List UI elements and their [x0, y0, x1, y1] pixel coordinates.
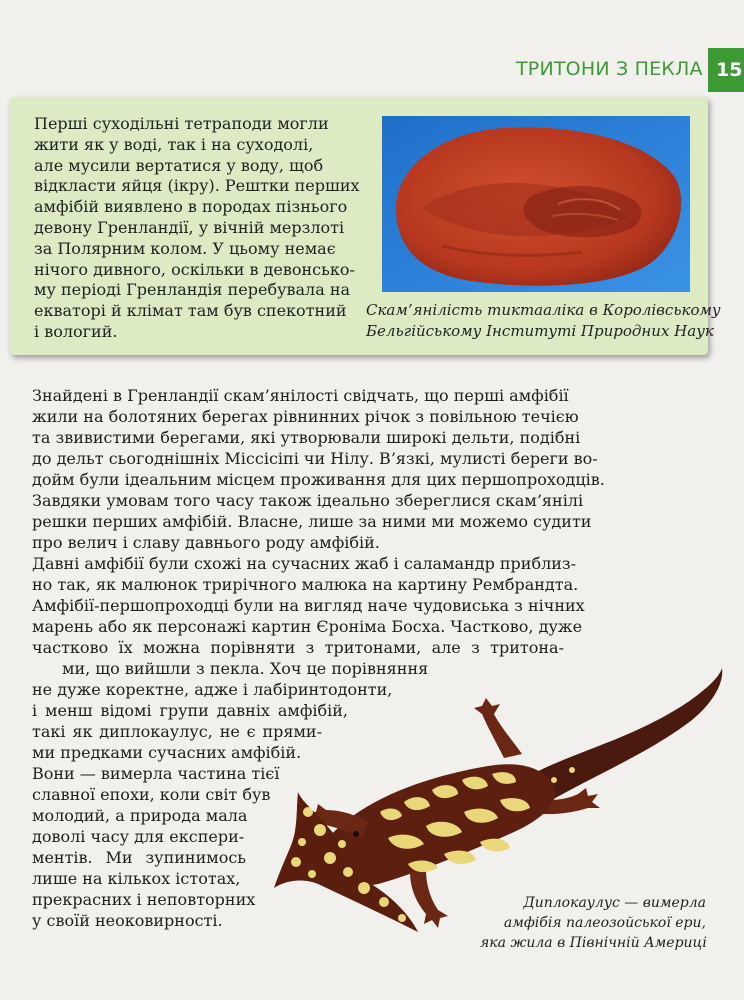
body-line: і менш відомі групи давніх амфібій,	[32, 701, 348, 720]
body-line: частково їх можна порівняти з тритонами, але з тритона-	[32, 638, 564, 657]
running-header-title: ТРИТОНИ З ПЕКЛА	[516, 58, 703, 80]
body-line: ми предками сучасних амфібій.	[32, 743, 302, 762]
body-line: та звивистими берегами, які утворювали широкі дельти, подібні	[32, 428, 581, 447]
body-line: до дельт сьогоднішніх Міссісіпі чи Нілу. В’язкі, мулисті береги во-	[32, 449, 598, 468]
body-line: у своїй неоковирності.	[32, 911, 223, 930]
body-line: молодий, а природа мала	[32, 806, 248, 825]
caption-line: Бельгійському Інституті Природних Наук	[366, 322, 714, 340]
body-line: марень або як персонажі картин Єроніма Босха. Частково, дуже	[32, 617, 583, 636]
sidebar-text-line: і вологий.	[34, 321, 118, 341]
sidebar-text-line: нічого дивного, оскільки в девонсько-	[34, 259, 355, 279]
page-number-tab: 15	[708, 48, 744, 92]
caption-line: Диплокаулус — вимерла	[523, 895, 706, 911]
sidebar-text-line: але мусили вертатися у воду, щоб	[34, 155, 324, 175]
sidebar-text-line: девону Гренландії, у вічній мерзлоті	[34, 217, 345, 237]
body-line: лише на кількох істотах,	[32, 869, 241, 888]
diplocaulus-caption	[480, 893, 706, 953]
body-line: ментів. Ми зупинимось	[32, 848, 246, 867]
sidebar-text-line: відкласти яйця (ікру). Рештки перших	[34, 176, 360, 196]
body-line: Давні амфібії були схожі на сучасних жаб і саламандр приблиз-	[32, 554, 577, 573]
body-line: Амфібії-першопроходці були на вигляд наче чудовиська з нічних	[32, 596, 585, 615]
sidebar-text-line: екваторі й клімат там був спекотний	[34, 301, 347, 321]
body-line: жили на болотяних берегах рівнинних річок з повільною течією	[32, 407, 579, 426]
body-line: дойм були ідеальним місцем проживання для цих першопроходців.	[32, 470, 605, 489]
body-line: Знайдені в Гренландії скам’янілості свідчать, що перші амфібії	[32, 386, 569, 405]
body-line: доволі часу для експери-	[32, 827, 245, 846]
body-line: не дуже коректне, адже і лабіринтодонти,	[32, 680, 393, 699]
caption-line: амфібія палеозойської ери,	[503, 915, 706, 931]
sidebar-text	[34, 114, 360, 343]
body-line: такі як диплокаулус, не є прями-	[32, 722, 322, 741]
paragraph-1	[32, 385, 605, 553]
caption-line: Скам’янілість тиктааліка в Королівському	[366, 301, 721, 319]
fossil-photo-caption	[366, 300, 721, 342]
sidebar-text-line: жити як у воді, так і на суходолі,	[34, 134, 314, 154]
body-line: Завдяки умовам того часу також ідеально збереглися скам’янілі	[32, 491, 584, 510]
body-line: решки перших амфібій. Власне, лише за ними ми можемо судити	[32, 512, 592, 531]
paragraph-2	[32, 553, 585, 658]
body-line: но так, як малюнок трирічного малюка на картину Рембрандта.	[32, 575, 579, 594]
sidebar-text-line: за Полярним колом. У цьому немає	[34, 238, 336, 258]
sidebar-text-line: му періоді Гренландія перебувала на	[34, 280, 351, 300]
body-line: про велич і славу давнього роду амфібій.	[32, 533, 380, 552]
sidebar-text-line: Перші суходільні тетраподи могли	[34, 114, 329, 133]
body-line: ми, що вийшли з пекла. Хоч це порівняння	[62, 659, 429, 678]
body-line: Вони — вимерла частина тієї	[32, 764, 280, 783]
body-line: прекрасних і неповторних	[32, 890, 256, 909]
tiktaalik-fossil-photo	[382, 116, 690, 292]
body-line: славної епохи, коли світ був	[32, 785, 271, 804]
sidebar-text-line: амфібій виявлено в породах пізнього	[34, 197, 348, 217]
caption-line: яка жила в Північній Америці	[480, 935, 707, 951]
